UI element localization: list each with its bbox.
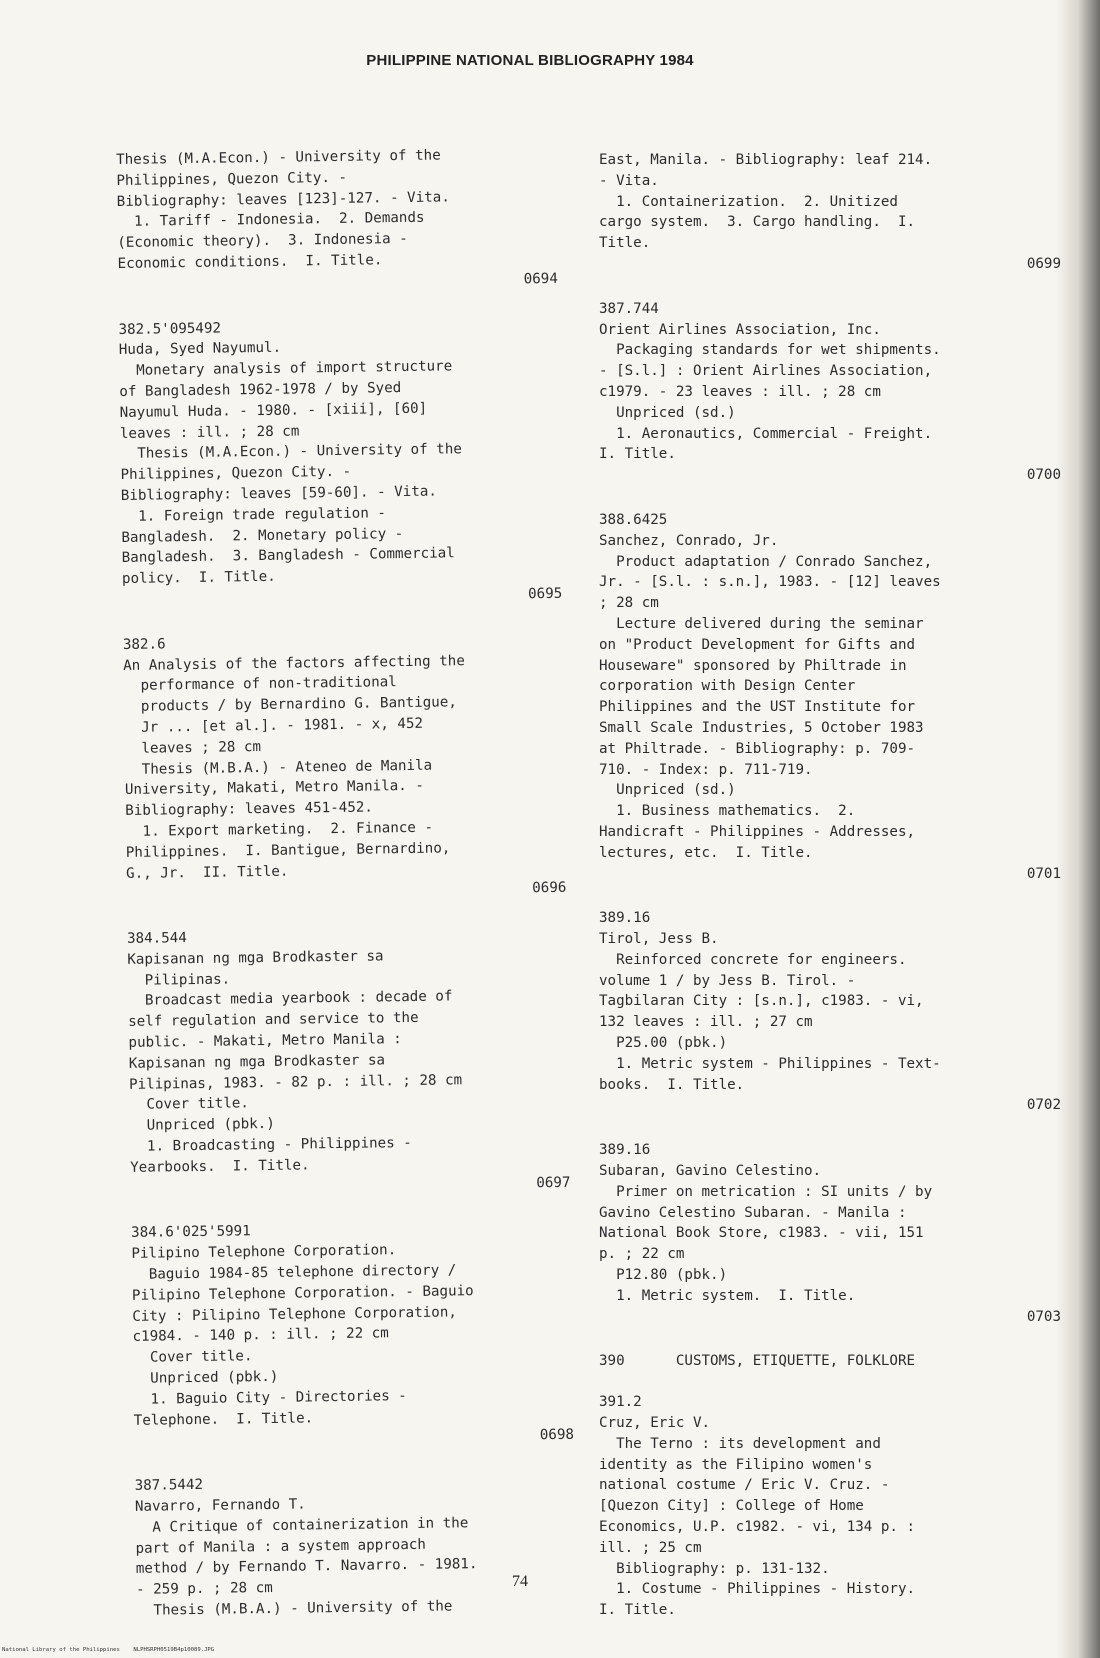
entry-line: Thesis (M.B.A.) - University of the [136, 1598, 453, 1619]
entry-line: Primer on metrication : SI units / by [599, 1183, 933, 1200]
entry-line: volume 1 / by Jess B. Tirol. - [599, 972, 856, 989]
entry-line: leaves : ill. ; 28 cm [119, 423, 300, 442]
entry-line: Cover title. [129, 1095, 250, 1114]
entry-line: Kapisanan ng mga Brodkaster sa [128, 1052, 386, 1072]
entry-number: 0703 [1026, 1308, 1061, 1325]
bibliography-entry [116, 144, 558, 296]
entry-line: Unpriced (pbk.) [133, 1368, 279, 1387]
entry-line: Navarro, Fernando T. [134, 1496, 306, 1515]
bibliography-entry [127, 923, 571, 1199]
entry-line: Economic conditions. I. Title. [117, 252, 383, 272]
entry-line: 389.16 [599, 910, 651, 927]
entry-line: 132 leaves : ill. ; 27 cm [599, 1014, 813, 1031]
entry-line: c1984. - 140 p. : ill. ; 22 cm [132, 1325, 389, 1346]
entry-line: P25.00 (pbk.) [599, 1035, 728, 1052]
entry-number: 0700 [1026, 467, 1061, 484]
entry-line: 1. Business mathematics. 2. [599, 803, 856, 820]
entry-line: 710. - Index: p. 711-719. [599, 761, 813, 778]
entry-line: corporation with Design Center [599, 678, 856, 695]
entry-number: 0701 [1026, 865, 1061, 882]
entry-line: 384.6'025'5991 [131, 1223, 251, 1242]
entry-line: Orient Airlines Association, Inc. [599, 321, 881, 338]
entry-line: 1. Baguio City - Directories - [133, 1387, 407, 1408]
entry-line: 1. Containerization. 2. Unitized [599, 193, 898, 210]
entry-line: books. I. Title. [599, 1076, 745, 1093]
entry-line: 1. Export marketing. 2. Finance - [125, 819, 434, 840]
entry-number: 0702 [1026, 1097, 1061, 1114]
entry-line: Unpriced (pbk.) [129, 1116, 275, 1135]
entry-line: University, Makati, Metro Manila. - [124, 778, 424, 799]
entry-line: performance of non-traditional [123, 674, 397, 695]
bibliography-entry [599, 908, 1061, 1116]
entry-line: Philippines, Quezon City. - [116, 169, 348, 189]
entry-line: 387.5442 [134, 1477, 204, 1495]
entry-line: 384.544 [126, 930, 187, 948]
entry-line: Product adaptation / Conrado Sanchez, [599, 553, 933, 570]
entry-line: Bibliography: leaves 451-452. [125, 799, 374, 820]
entry-line: 1. Metric system - Philippines - Text- [599, 1055, 941, 1072]
entry-line: c1979. - 23 leaves : ill. ; 28 cm [599, 383, 881, 400]
entry-number: 0695 [527, 585, 563, 603]
entry-line: (Economic theory). 3. Indonesia - [117, 231, 408, 252]
entry-line: 382.5'095492 [118, 320, 222, 338]
entry-line: at Philtrade. - Bibliography: p. 709- [599, 740, 916, 757]
entry-line: Philippines, Quezon City. - [120, 463, 352, 484]
entry-line: Bibliography: p. 131-132. [599, 1560, 830, 1577]
entry-line: ; 28 cm [599, 595, 659, 612]
entry-line: leaves ; 28 cm [124, 738, 262, 757]
entry-line: National Book Store, c1983. - vii, 151 [599, 1225, 924, 1242]
entry-line: Packaging standards for wet shipments. [599, 342, 941, 359]
entry-line: Cover title. [132, 1348, 253, 1367]
entry-line: Thesis (M.A.Econ.) - University of the [116, 147, 441, 168]
entry-line: Sanchez, Conrado, Jr. [599, 532, 779, 549]
entry-line: 1. Tariff - Indonesia. 2. Demands [116, 210, 425, 231]
right-column [599, 150, 1061, 1645]
entry-line: 1. Broadcasting - Philippines - [129, 1135, 412, 1155]
entry-line: 391.2 [599, 1394, 642, 1411]
entry-line: identity as the Filipino women's [599, 1456, 873, 1473]
entry-line: 1. Aeronautics, Commercial - Freight. [599, 425, 933, 442]
entry-line: p. ; 22 cm [599, 1246, 685, 1263]
entry-line: Bibliography: leaves [123]-127. - Vita. [116, 188, 450, 210]
entry-line: Tagbilaran City : [s.n.], c1983. - vi, [599, 993, 924, 1010]
entry-line: Broadcast media yearbook : decade of [127, 988, 453, 1010]
entry-line: on "Product Development for Gifts and [599, 636, 916, 653]
entry-line: Subaran, Gavino Celestino. [599, 1163, 822, 1180]
entry-line: Small Scale Industries, 5 October 1983 [599, 719, 924, 736]
entry-line: Tirol, Jess B. [599, 931, 719, 948]
entry-line: 1. Foreign trade regulation - [121, 505, 387, 525]
entry-line: Philippines. I. Bantigue, Bernardino, [125, 840, 451, 861]
entry-line: Title. [599, 235, 651, 252]
entry-line: Philippines and the UST Institute for [599, 699, 916, 716]
entry-line: Economics, U.P. c1982. - vi, 134 p. : [599, 1519, 916, 1536]
entry-line: Kapisanan ng mga Brodkaster sa [127, 948, 384, 968]
entry-line: public. - Makati, Metro Manila : [128, 1031, 402, 1051]
entry-line: part of Manila : a system approach [135, 1536, 427, 1557]
entry-line: lectures, etc. I. Title. [599, 844, 813, 861]
bibliography-entry [599, 150, 1061, 275]
entry-line: Pilipino Telephone Corporation. - Baguio [131, 1282, 474, 1304]
entry-line: I. Title. [599, 1602, 676, 1619]
bibliography-entry [599, 1140, 1061, 1327]
entry-line: Cruz, Eric V. [599, 1415, 711, 1432]
entry-line: 1. Metric system. I. Title. [599, 1287, 856, 1304]
bibliography-entry [118, 313, 562, 610]
entry-line: - 259 p. ; 28 cm [135, 1580, 273, 1599]
entry-number: 0696 [532, 880, 567, 897]
entry-line: 388.6425 [599, 511, 668, 528]
entry-line: An Analysis of the factors affecting the [123, 652, 465, 674]
entry-line: Baguio 1984-85 telephone directory / [131, 1262, 457, 1283]
entry-line: Pilipino Telephone Corporation. [131, 1242, 397, 1263]
entry-line: Unpriced (sd.) [599, 404, 736, 421]
entry-line: products / by Bernardino G. Bantigue, [123, 694, 457, 716]
entry-line: policy. I. Title. [121, 568, 276, 588]
entry-line: method / by Fernando T. Navarro. - 1981. [135, 1556, 478, 1578]
entry-line: - [S.l.] : Orient Airlines Association, [599, 363, 933, 380]
entry-line: Thesis (M.A.Econ.) - University of the [120, 441, 462, 463]
bibliography-entry [135, 1470, 577, 1622]
entry-line: of Bangladesh 1962-1978 / by Syed [119, 380, 402, 400]
entry-line: 389.16 [599, 1142, 651, 1159]
entry-line: Thesis (M.B.A.) - Ateneo de Manila [124, 757, 433, 778]
entry-number: 0699 [1026, 255, 1061, 272]
entry-line: Handicraft - Philippines - Addresses, [599, 823, 916, 840]
entry-line: Houseware" sponsored by Philtrade in [599, 657, 907, 674]
bibliography-entry [599, 299, 1061, 486]
bibliography-entry [131, 1217, 574, 1452]
entry-line: Bangladesh. 3. Bangladesh - Commercial [121, 545, 455, 567]
entry-number: 0694 [523, 270, 558, 288]
page-header: PHILIPPINE NATIONAL BIBLIOGRAPHY 1984 [366, 52, 694, 69]
entry-line: - Vita. [599, 172, 659, 189]
entry-line: [Quezon City] : College of Home [599, 1498, 864, 1515]
entry-number: 0697 [536, 1174, 571, 1191]
entry-line: 1. Costume - Philippines - History. [599, 1581, 916, 1598]
scan-footer: National Library of the Philippines NLPHSRPH0519B4p10089.JPG [2, 1647, 215, 1653]
entry-number: 0698 [539, 1427, 575, 1444]
entry-line: Unpriced (sd.) [599, 782, 736, 799]
bibliography-entry [123, 629, 567, 905]
entry-line: Jr ... [et al.]. - 1981. - x, 452 [123, 715, 424, 736]
entry-line: Pilipinas, 1983. - 82 p. : ill. ; 28 cm [128, 1071, 463, 1093]
page-number: 74 [512, 1573, 528, 1590]
entry-line: 382.6 [122, 636, 166, 653]
entry-line: I. Title. [599, 446, 676, 463]
entry-line: Telephone. I. Title. [133, 1409, 314, 1429]
entry-line: Reinforced concrete for engineers. [599, 951, 907, 968]
entry-line: Bangladesh. 2. Monetary policy - [121, 525, 404, 546]
entry-line: Nayumul Huda. - 1980. - [xiii], [60] [119, 400, 428, 421]
entry-line: A Critique of containerization in the [135, 1515, 469, 1536]
entry-line: Bibliography: leaves [59-60]. - Vita. [120, 483, 437, 504]
entry-line: cargo system. 3. Cargo handling. I. [599, 214, 916, 231]
entry-line: East, Manila. - Bibliography: leaf 214. [599, 152, 933, 168]
entry-line: Jr. - [S.l. : s.n.], 1983. - [12] leaves [599, 574, 941, 591]
entry-line: The Terno : its development and [599, 1435, 881, 1452]
left-column [116, 144, 577, 1646]
entry-line: ill. ; 25 cm [599, 1539, 702, 1556]
bibliography-entry [599, 510, 1061, 884]
entry-line: self regulation and service to the [128, 1010, 419, 1031]
entry-line: Huda, Syed Nayumul. [118, 340, 282, 359]
entry-line: 387.744 [599, 300, 659, 317]
entry-line: City : Pilipino Telephone Corporation, [132, 1303, 457, 1325]
entry-line: G., Jr. II. Title. [125, 863, 289, 882]
entry-line: Monetary analysis of import structure [118, 358, 453, 380]
section-heading: 390 CUSTOMS, ETIQUETTE, FOLKLORE [599, 1353, 916, 1370]
entry-line: Yearbooks. I. Title. [130, 1157, 310, 1176]
entry-line: P12.80 (pbk.) [599, 1267, 728, 1284]
entry-line: Pilipinas. [127, 971, 231, 989]
entry-line: national costume / Eric V. Cruz. - [599, 1477, 890, 1494]
entry-line: Gavino Celestino Subaran. - Manila : [599, 1204, 907, 1221]
page-edge-shadow [1056, 0, 1100, 1658]
entry-line: Lecture delivered during the seminar [599, 615, 924, 632]
